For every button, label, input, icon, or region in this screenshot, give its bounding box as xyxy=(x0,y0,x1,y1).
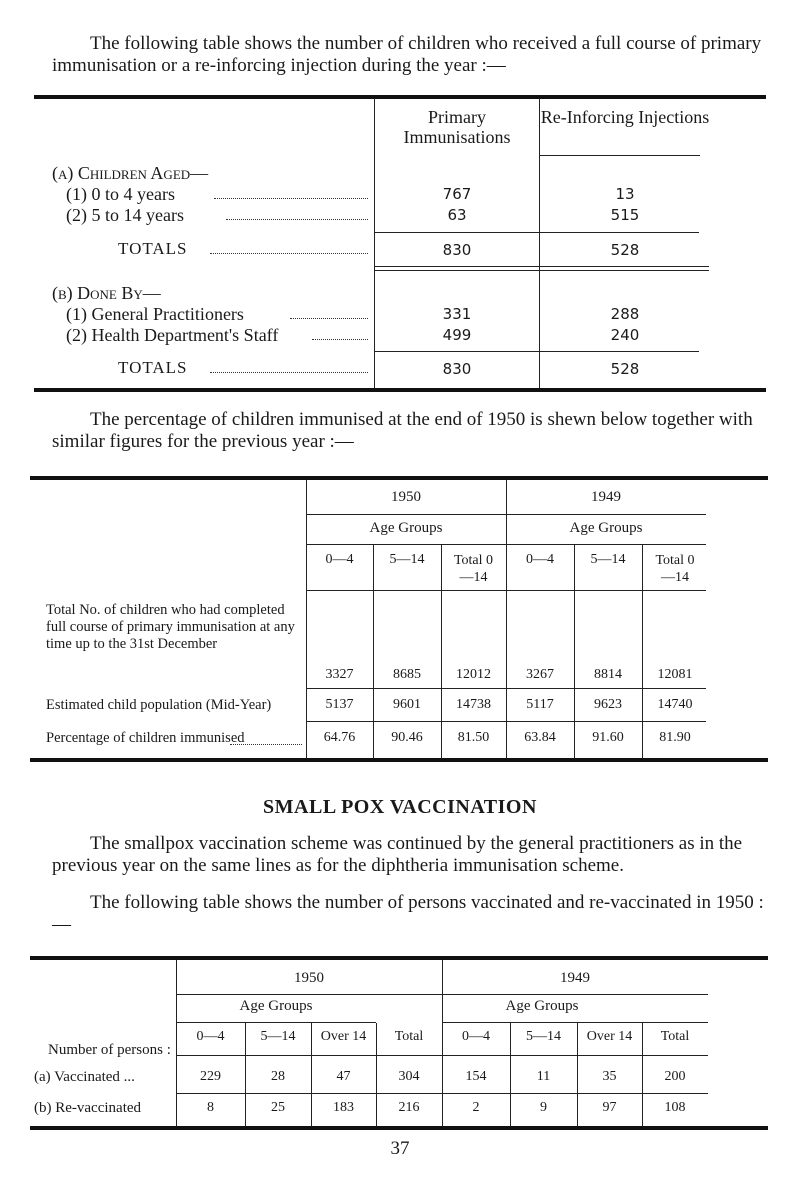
cell-value: 3327 xyxy=(325,667,354,682)
cell-value: 81.50 xyxy=(457,730,490,745)
cell-value: 8685 xyxy=(393,667,421,682)
cell-value: 8814 xyxy=(594,667,622,682)
section-a-heading: (a) Children Aged— xyxy=(52,163,209,183)
cell-value: 240 xyxy=(610,326,640,344)
cell-value: 528 xyxy=(610,241,640,259)
age-groups-1949: Age Groups xyxy=(505,998,579,1014)
cell-value: 229 xyxy=(200,1069,221,1084)
intro-paragraph-1: The following table shows the number of children who received a full course of primary immunisation or a re-inforcing injection during the year :— xyxy=(52,33,762,76)
row-label: (b) Re-vaccinated xyxy=(34,1100,142,1116)
col-5-14: 5—14 xyxy=(590,552,626,567)
totals-b-label: TOTALS xyxy=(118,358,188,377)
col-over-14: Over 14 xyxy=(586,1029,633,1044)
col-5-14: 5—14 xyxy=(389,552,425,567)
page-number: 37 xyxy=(390,1138,410,1159)
cell-value: 2 xyxy=(472,1100,480,1115)
cell-value: 64.76 xyxy=(323,730,356,745)
row-label: (1) 0 to 4 years xyxy=(66,184,175,204)
cell-value: 63.84 xyxy=(524,730,556,745)
year-1949: 1949 xyxy=(591,489,621,505)
col-0-4: 0—4 xyxy=(325,552,354,567)
col-total: Total xyxy=(660,1029,690,1044)
age-groups-1949: Age Groups xyxy=(569,520,643,536)
col-total: Total xyxy=(394,1029,424,1044)
cell-value: 90.46 xyxy=(391,730,423,745)
cell-value: 9601 xyxy=(393,697,421,712)
cell-value: 499 xyxy=(442,326,472,344)
cell-value: 9623 xyxy=(594,697,622,712)
cell-value: 5137 xyxy=(325,697,354,712)
cell-value: 14738 xyxy=(456,697,491,712)
cell-value: 154 xyxy=(465,1069,487,1084)
col-reinforcing-injections: Re-Inforcing Injections xyxy=(540,107,710,127)
cell-value: 12012 xyxy=(456,667,491,682)
row-label: Total No. of children who had completed full course of primary immunisation at any time up to the 31st December xyxy=(46,602,295,652)
cell-value: 8 xyxy=(207,1100,214,1115)
section-b-heading: (b) Done By— xyxy=(52,283,161,303)
intro-paragraph-2: The percentage of children immunised at the end of 1950 is shewn below together with similar figures for the previous year :— xyxy=(52,409,753,452)
paragraph-vaccination-table-intro: The following table shows the number of persons vaccinated and re-vaccinated in 1950 :— xyxy=(52,892,764,935)
cell-value: 12081 xyxy=(657,667,693,682)
row-label: Percentage of children immunised xyxy=(46,730,245,746)
cell-value: 830 xyxy=(442,360,472,378)
cell-value: 47 xyxy=(336,1069,351,1084)
col-0-4: 0—4 xyxy=(462,1029,490,1044)
cell-value: 830 xyxy=(442,241,472,259)
cell-value: 91.60 xyxy=(592,730,624,745)
row-label: (1) General Practitioners xyxy=(66,304,244,324)
col-5-14: 5—14 xyxy=(260,1029,296,1044)
year-1950: 1950 xyxy=(294,970,324,986)
cell-value: 81.90 xyxy=(659,730,691,745)
cell-value: 304 xyxy=(398,1069,420,1084)
row-label: (2) 5 to 14 years xyxy=(66,205,184,225)
col-primary-immunisations: Primary Immunisations xyxy=(403,107,511,147)
age-groups-1950: Age Groups xyxy=(369,520,443,536)
cell-value: 200 xyxy=(664,1069,686,1084)
row-label: (2) Health Department's Staff xyxy=(66,325,279,345)
cell-value: 9 xyxy=(540,1100,547,1115)
cell-value: 35 xyxy=(602,1069,617,1084)
cell-value: 97 xyxy=(602,1100,617,1115)
cell-value: 515 xyxy=(610,206,640,224)
totals-a-label: TOTALS xyxy=(118,239,188,258)
row-label: Estimated child population (Mid-Year) xyxy=(46,697,272,713)
col-total: Total 0—14 xyxy=(453,553,494,585)
cell-value: 183 xyxy=(333,1100,354,1115)
cell-value: 108 xyxy=(664,1100,686,1115)
paragraph-smallpox-scheme: The smallpox vaccination scheme was continued by the general practitioners as in the previous year on the same lines as for the diphtheria immunisation scheme. xyxy=(52,833,743,876)
col-total: Total 0—14 xyxy=(655,553,695,585)
col-over-14: Over 14 xyxy=(320,1029,367,1044)
cell-value: 3267 xyxy=(526,667,554,682)
year-1949: 1949 xyxy=(560,970,590,986)
cell-value: 528 xyxy=(610,360,640,378)
cell-value: 28 xyxy=(271,1069,285,1084)
col-0-4: 0—4 xyxy=(196,1029,225,1044)
cell-value: 216 xyxy=(398,1100,420,1115)
cell-value: 13 xyxy=(615,185,635,203)
row-label: (a) Vaccinated ... xyxy=(34,1069,135,1085)
cell-value: 63 xyxy=(447,206,467,224)
cell-value: 331 xyxy=(442,305,472,323)
cell-value: 5117 xyxy=(526,697,554,712)
section-heading: SMALL POX VACCINATION xyxy=(263,796,537,818)
cell-value: 288 xyxy=(610,305,640,323)
row-header-number-of-persons: Number of persons : xyxy=(48,1042,171,1058)
col-0-4: 0—4 xyxy=(526,552,554,567)
col-5-14: 5—14 xyxy=(526,1029,561,1044)
year-1950: 1950 xyxy=(391,489,421,505)
age-groups-1950: Age Groups xyxy=(239,998,313,1014)
cell-value: 11 xyxy=(536,1069,551,1084)
cell-value: 25 xyxy=(271,1100,285,1115)
cell-value: 14740 xyxy=(657,697,693,712)
cell-value: 767 xyxy=(442,185,472,203)
